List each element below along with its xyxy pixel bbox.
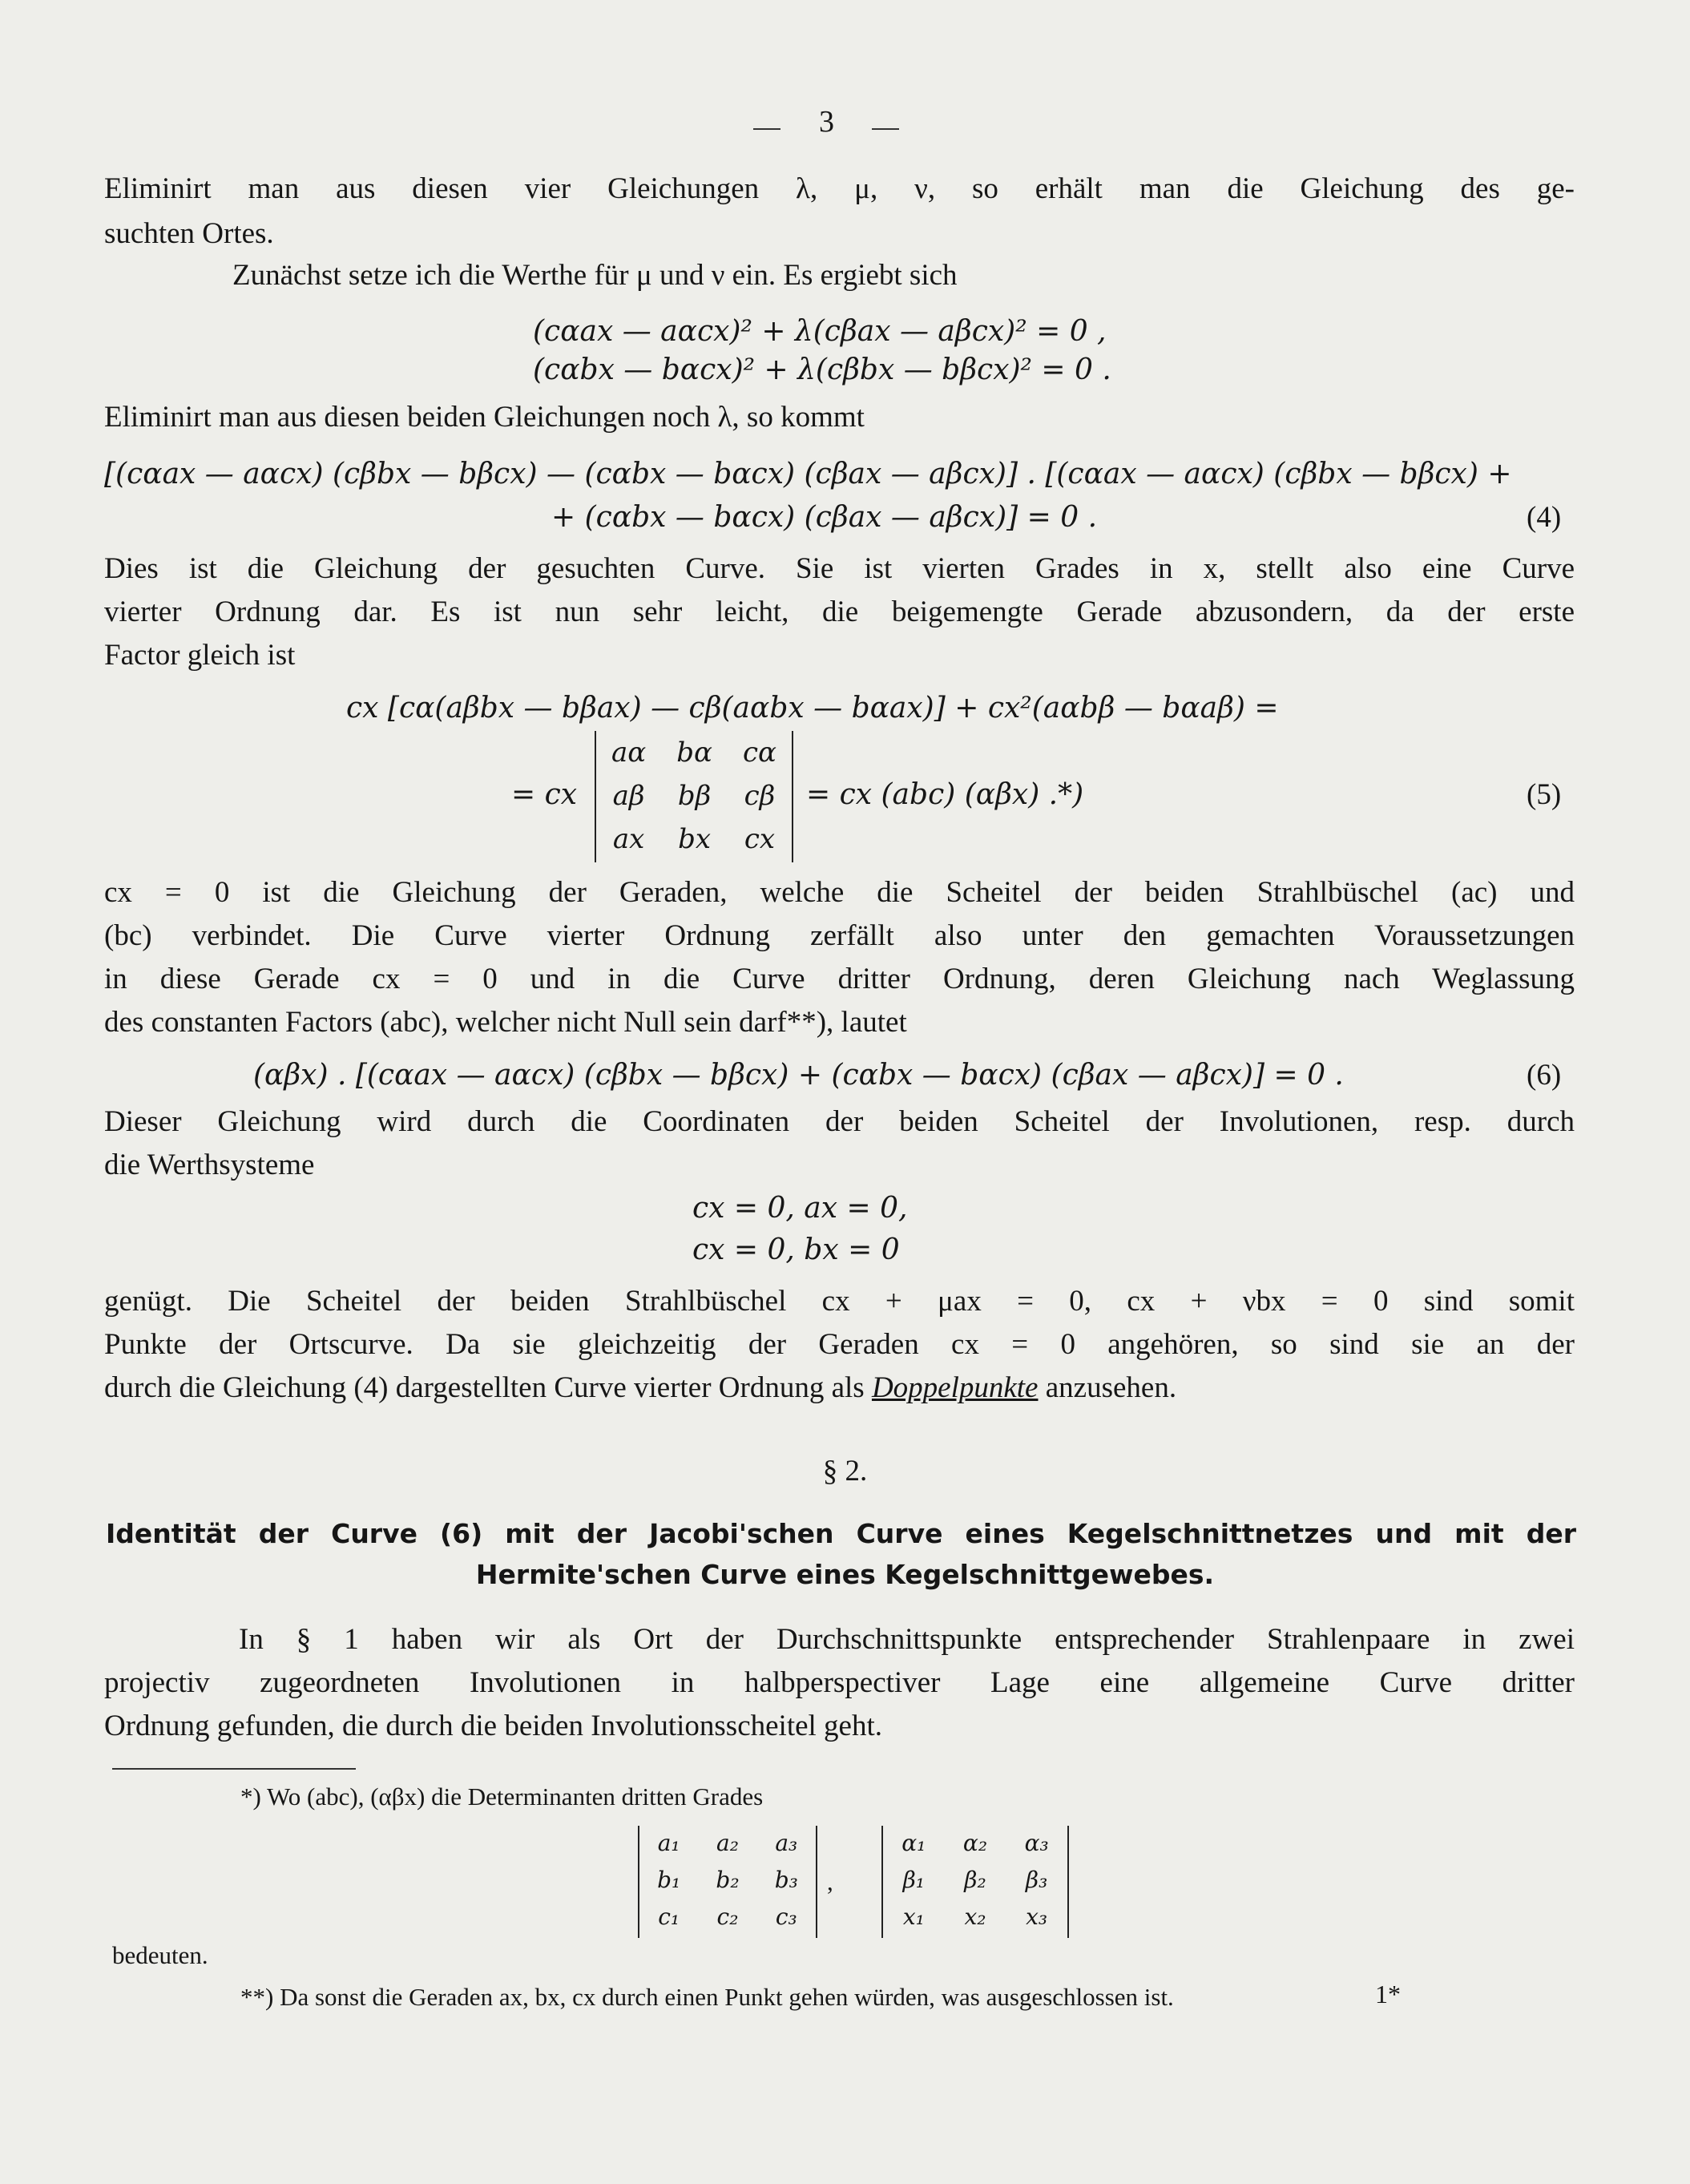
equation-4-line-2: + (cαbx — bαcx) (cβax — aβcx)] = 0 . [551,501,1098,534]
det-cell: β₁ [902,1867,926,1893]
paragraph-line: Punkte der Ortscurve. Da sie gleichzeitig der Geraden cx = 0 angehören, so sind sie an der [104,1328,1575,1361]
footnote-determinant-alpha-beta-x [881,1826,1069,1938]
paragraph-line: Dieser Gleichung wird durch die Coordinaten der beiden Scheitel der Involutionen, resp. durch [104,1105,1575,1138]
det-cell: bβ [677,780,712,812]
det-cell: b₁ [657,1867,681,1893]
paragraph-line: des constanten Factors (abc), welcher nicht Null sein darf**), lautet [104,1006,907,1039]
det-cell: bα [676,737,712,769]
det-cell: α₁ [901,1830,926,1856]
equation-a2: (cαbx — bαcx)² + λ(cβbx — bβcx)² = 0 . [533,353,1111,386]
det-cell: x₁ [902,1903,925,1930]
paragraph-line: Eliminirt man aus diesen vier Gleichungen λ, μ, ν, so erhält man die Gleichung des ge- [104,172,1575,205]
det-cell: c₃ [775,1903,797,1930]
header-dash-left [753,128,780,130]
det-cell: cx [744,823,776,855]
equation-6: (αβx) . [(cαax — aαcx) (cβbx — bβcx) + (cαbx — bαcx) (cβax — aβcx)] = 0 . [253,1059,1344,1092]
det-cell: a₃ [775,1830,798,1856]
text-run: durch die Gleichung (4) dargestellten Curve vierter Ordnung als [104,1371,872,1404]
determinant-5 [595,731,793,862]
equation-7-line-1: cx = 0, ax = 0, [692,1192,908,1225]
paragraph-line: die Werthsysteme [104,1149,315,1181]
det-cell: b₂ [716,1867,740,1893]
section-number: § 2. [822,1455,868,1488]
det-cell: aβ [612,780,645,812]
det-cell: a₂ [716,1830,739,1856]
footnote-determinant-abc [638,1826,817,1938]
emphasis-doppelpunkte: Doppelpunkte [871,1371,1039,1404]
paragraph-line: In § 1 haben wir als Ort der Durchschnittspunkte entsprechender Strahlenpaare in zwei [239,1623,1575,1656]
text-run: anzusehen. [1038,1371,1177,1404]
det-cell: α₃ [1024,1830,1049,1856]
paragraph-line: cx = 0 ist die Gleichung der Geraden, welche die Scheitel der beiden Strahlbüschel (ac) und [104,876,1575,909]
det-cell: x₃ [1026,1903,1048,1930]
paragraph-line: Factor gleich ist [104,639,296,672]
equation-5-suffix: = cx (abc) (αβx) .*) [806,778,1084,811]
paragraph-line: Dies ist die Gleichung der gesuchten Curve. Sie ist vierten Grades in x, stellt also eine Curve [104,552,1575,585]
section-title-line-1: Identität der Curve (6) mit der Jacobi'schen Curve eines Kegelschnittnetzes und mit der [106,1518,1576,1549]
det-cell: cα [742,737,776,769]
paragraph-line: in diese Gerade cx = 0 und in die Curve dritter Ordnung, deren Gleichung nach Weglassung [104,963,1575,995]
footnote-1: *) Wo (abc), (αβx) die Determinanten dritten Grades [240,1782,764,1811]
det-cell: aα [611,737,647,769]
paragraph-line: genügt. Die Scheitel der beiden Strahlbüschel cx + μax = 0, cx + νbx = 0 sind somit [104,1285,1575,1318]
footnote-1-end: bedeuten. [112,1941,208,1969]
det-cell: cβ [744,780,776,812]
equation-number-4: (4) [1527,501,1562,534]
signature-mark: 1* [1375,1980,1401,2008]
header-dash-right [872,128,899,130]
equation-number-6: (6) [1527,1059,1562,1092]
paragraph-line: Eliminirt man aus diesen beiden Gleichungen noch λ, so kommt [104,401,865,434]
det-cell: a₁ [657,1830,680,1856]
det-cell: β₃ [1025,1867,1048,1893]
equation-4-line-1: [(cαax — aαcx) (cβbx — bβcx) — (cαbx — bαcx) (cβax — aβcx)] . [(cαax — aαcx) (cβbx — bβcx) + [104,458,1512,490]
paragraph-line: Ordnung gefunden, die durch die beiden Involutionsscheitel geht. [104,1710,882,1742]
footnote-rule [112,1768,356,1770]
paragraph-line: suchten Ortes. [104,217,274,250]
equation-5-prefix: = cx [511,778,578,811]
paragraph-line: projectiv zugeordneten Involutionen in halbperspectiver Lage eine allgemeine Curve dritter [104,1666,1575,1699]
det-cell: α₂ [962,1830,988,1856]
det-cell: x₂ [964,1903,986,1930]
equation-7-line-2: cx = 0, bx = 0 [692,1233,900,1266]
section-title-line-2: Hermite'schen Curve eines Kegelschnittgewebes. [475,1559,1215,1590]
equation-5-line-1: cx [cα(aβbx — bβax) — cβ(aαbx — bαax)] + cx²(aαbβ — bαaβ) = [346,692,1279,725]
det-cell: c₂ [716,1903,739,1930]
det-cell: ax [612,823,645,855]
paragraph-line: Zunächst setze ich die Werthe für μ und ν ein. Es ergiebt sich [232,259,958,292]
footnote-comma: , [827,1867,833,1895]
equation-a1: (cαax — aαcx)² + λ(cβax — aβcx)² = 0 , [533,315,1107,348]
equation-number-5: (5) [1527,778,1562,811]
footnote-2: **) Da sonst die Geraden ax, bx, cx durch einen Punkt gehen würden, was ausgeschlossen ist. [240,1983,1174,2011]
paragraph-line: (bc) verbindet. Die Curve vierter Ordnung zerfällt also unter den gemachten Voraussetzungen [104,919,1575,952]
det-cell: c₁ [658,1903,680,1930]
page-number: 3 [819,105,834,139]
det-cell: bx [678,823,712,855]
det-cell: β₂ [964,1867,986,1893]
paragraph-line: vierter Ordnung dar. Es ist nun sehr leicht, die beigemengte Gerade abzusondern, da der erste [104,595,1575,628]
paragraph-line [104,1369,1176,1407]
det-cell: b₃ [774,1867,798,1893]
